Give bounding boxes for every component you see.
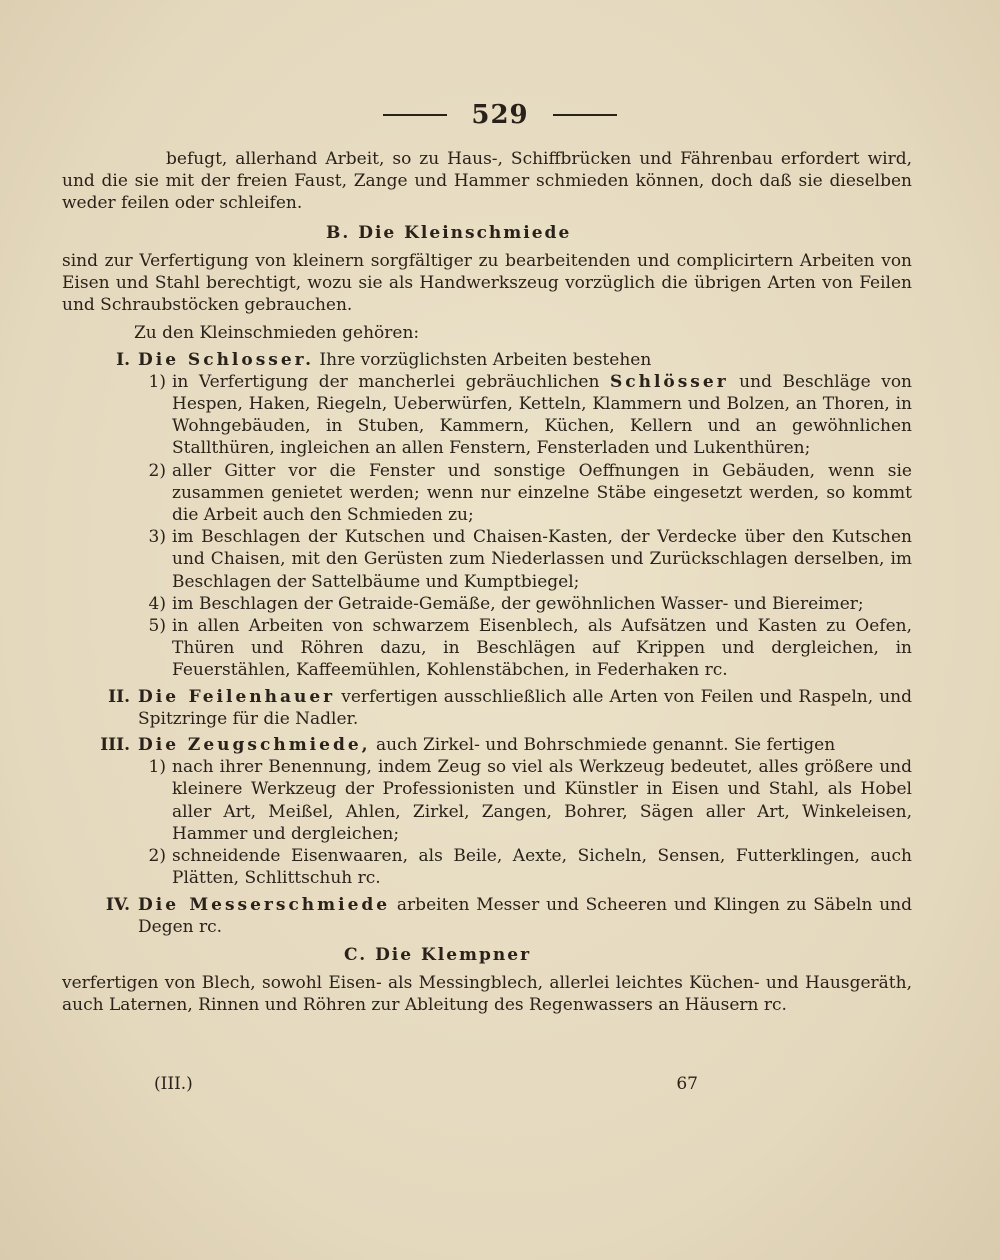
group-row	[62, 734, 912, 756]
group-name: Die Schlosser.	[138, 349, 314, 370]
list-item	[130, 371, 912, 460]
section-b-intro: Zu den Kleinschmieden gehören:	[134, 323, 420, 344]
sheet-number: 67	[676, 1074, 698, 1094]
group-row	[62, 349, 912, 371]
item-text: nach ihrer Benennung, indem Zeug so viel als Werkzeug bedeutet, alles größere und kleinere Werkzeug der Professionisten und Künstler in Eisen und Stahl, als Hobel aller Art, Meißel, Ahlen, Zirkel, Zangen, Bohrer, Sägen aller Art, Winkeleisen, Hammer und dergleichen;	[172, 757, 912, 844]
list-item	[130, 593, 912, 615]
page-header	[0, 100, 1000, 130]
list-item	[130, 615, 912, 682]
continuation-paragraph: befugt, allerhand Arbeit, so zu Haus-, Schiffbrücken und Fährenbau erfordert wird, und die sie mit der freien Faust, Zange und Hammer schmieden können, doch daß sie dieselben weder feilen oder schleifen.	[62, 149, 912, 214]
page-number: 529	[471, 100, 529, 130]
group-text	[138, 734, 912, 756]
list-item	[130, 756, 912, 845]
item-text: schneidende Eisenwaaren, als Beile, Aexte, Sicheln, Sensen, Futterklingen, auch Plätten, Schlittschuh rc.	[172, 846, 912, 889]
item-text-post: und Beschläge von Hespen, Haken, Riegeln, Ueberwürfen, Ketteln, Klammern und Bolzen, an Thoren, in Wohngebäuden, in Stuben, Kammern, Küchen, Kellern und an gewöhnlichen Stallthüren, ingleichen an allen Fenstern, Fensterladen und Lukenthüren;	[172, 371, 913, 459]
item-number: 3)	[148, 527, 166, 548]
item-number: 1)	[148, 757, 166, 778]
item-number: 2)	[148, 460, 166, 481]
item-text	[172, 371, 912, 460]
header-rule-left	[383, 114, 447, 116]
group-row	[62, 894, 912, 938]
page-body	[62, 148, 912, 1017]
item-text: in allen Arbeiten von schwarzem Eisenblech, als Aufsätzen und Kasten zu Oefen, Thüren und Röhren dazu, in Beschlägen auf Krippen und dergleichen, in Feuerstählen, Kaffeemühlen, Kohlenstäbchen, in Federhaken rc.	[172, 616, 912, 681]
group-text	[138, 686, 912, 730]
item-text: im Beschlagen der Getraide-Gemäße, der gewöhnlichen Wasser- und Biereimer;	[172, 593, 864, 614]
item-number: 2)	[148, 846, 166, 867]
group-numeral: II.	[108, 686, 130, 707]
group-text	[138, 894, 912, 938]
group-description: auch Zirkel- und Bohrschmiede genannt. Sie fertigen	[375, 735, 836, 756]
item-number: 1)	[148, 371, 166, 392]
list-item	[130, 526, 912, 593]
group-row	[62, 686, 912, 730]
section-c-paragraph: verfertigen von Blech, sowohl Eisen- als Messingblech, allerlei leichtes Küchen- und Hausgeräth, auch Laternen, Rinnen und Röhren zur Ableitung des Regenwassers an Häusern rc.	[62, 973, 912, 1016]
group-numeral: I.	[116, 349, 130, 370]
section-b-paragraph: sind zur Verfertigung von kleinern sorgfältiger zu bearbeitenden und complicirtern Arbeiten von Eisen und Stahl berechtigt, wozu sie als Handwerkszeug vorzüglich die übrigen Arten von Feilen und Schraubstöcken gebrauchen.	[62, 250, 912, 316]
page-footer	[62, 1074, 912, 1094]
item-number: 4)	[148, 593, 166, 614]
item-number: 5)	[148, 616, 166, 637]
group-name: Die Messerschmiede	[138, 894, 391, 915]
item-text: im Beschlagen der Kutschen und Chaisen-Kasten, der Verdecke über den Kutschen und Chaisen, mit den Gerüsten zum Niederlassen und Zurückschlagen derselben, im Beschlagen der Sattelbäume und Kumptbiegel;	[172, 527, 912, 592]
list-item	[130, 845, 912, 889]
item-term: Schlösser	[609, 371, 729, 392]
list-item	[130, 460, 912, 527]
header-rule-right	[553, 114, 617, 116]
group-description: Ihre vorzüglichsten Arbeiten bestehen	[319, 349, 652, 370]
group-description: verfertigen ausschließlich alle Arten von Feilen und Raspeln, und Spitzringe für die Nadler.	[138, 686, 912, 729]
group-name: Die Feilenhauer	[138, 686, 336, 707]
group-description: arbeiten Messer und Scheeren und Klingen zu Säbeln und Degen rc.	[138, 894, 912, 937]
group-numeral: IV.	[105, 894, 130, 915]
group-numeral: III.	[100, 735, 130, 756]
group-text	[138, 349, 912, 371]
section-c-heading: C. Die Klempner	[344, 944, 532, 965]
group-name: Die Zeugschmiede,	[138, 735, 371, 756]
section-b-heading: B. Die Kleinschmiede	[326, 222, 572, 243]
item-text-pre: in Verfertigung der mancherlei gebräuchlichen	[172, 371, 600, 392]
signature-mark: (III.)	[154, 1074, 193, 1094]
item-text: aller Gitter vor die Fenster und sonstige Oeffnungen in Gebäuden, wenn sie zusammen genietet werden; wenn nur einzelne Stäbe eingesetzt werden, so kommt die Arbeit auch den Schmieden zu;	[172, 460, 912, 526]
